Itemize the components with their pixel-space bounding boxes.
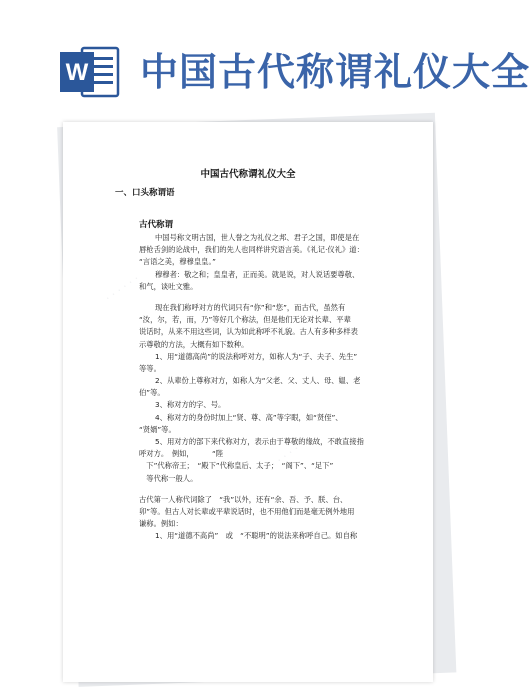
- body-text-line: 呼对方。 例如， “陛: [139, 449, 224, 459]
- body-text-line: 1、用“道德不高尚” 或 “不聪明”的说法来称呼自己。如自称: [155, 531, 358, 541]
- paragraph-gap: [139, 485, 371, 494]
- body-text-line: 说话时，从来不用这些词，认为如此称呼不礼貌。古人有多种多样表: [139, 327, 358, 337]
- banner: [0, 0, 530, 110]
- document-title: 中国古代称谓礼仪大全: [200, 169, 296, 180]
- body-text-line: 等等。: [139, 363, 161, 373]
- word-document-icon: [58, 42, 122, 102]
- body-text-line: 4、称对方的身份时加上“贤、尊、高”等字眼，如“贤侄”、: [155, 412, 343, 422]
- body-text-line: 等代称一般人。: [139, 473, 198, 483]
- body-text-line: 示尊敬的方法，大概有如下数种。: [139, 339, 249, 349]
- watermark-decoration: · · · · · ·: [262, 442, 302, 475]
- body-text-line: 3、称对方的字、号。: [155, 400, 226, 410]
- watermark-decoration: · · · · · ·: [102, 272, 142, 305]
- document-body: [139, 232, 371, 543]
- section-heading: 一、口头称谓语: [115, 188, 175, 198]
- body-text-line: 穆穆者：敬之和；皇皇者，正而美。就是说，对人说话要尊敬、: [155, 269, 360, 279]
- body-text-line: 卯”等。但古人对长辈或平辈说话时，也不用他们而是毫无例外地用: [139, 506, 355, 516]
- banner-title: 中国古代称谓礼仪大全: [140, 50, 530, 94]
- body-text-line: 中国号称文明古国，世人誉之为礼仪之邦、君子之国，即使是在: [155, 233, 360, 242]
- body-text-line: 1、用“道德高尚”的说法称呼对方，如称人为“子、夫子、先生”: [155, 351, 358, 361]
- body-text-line: 2、从辈份上尊称对方，如称人为“父老、父、丈人、母、媪、老: [155, 376, 361, 386]
- body-text-line: 谦称。例如：: [139, 519, 183, 529]
- body-text-line: 现在我们称呼对方的代词只有“你”和“您”，而古代，虽然有: [155, 302, 346, 312]
- body-text-line: 古代第一人称代词除了 “我”以外，还有“余、吾、予、朕、台、: [139, 494, 348, 504]
- body-text-line: 和气，谈吐文雅。: [139, 281, 198, 291]
- body-text-line: 下”代称帝王； “殿下”代称皇后、太子； “阁下”、“足下”: [139, 461, 334, 471]
- body-text-line: “言语之美，穆穆皇皇。”: [139, 257, 216, 267]
- body-text-line: 唇枪舌剑的论战中，我们的先人也同样讲究语言美。《礼记·仪礼》道：: [139, 245, 364, 255]
- body-text-line: 伯”等。: [139, 388, 165, 398]
- paragraph-gap: [139, 293, 371, 302]
- body-text-line: 5、用对方的部下来代称对方，表示由于尊敬的缘故，不敢直接指: [155, 437, 364, 446]
- svg-text:W: W: [65, 59, 89, 86]
- subsection-heading: 古代称谓: [139, 220, 174, 230]
- document-page: [63, 122, 433, 682]
- body-text-line: “汝，尔，若，而，乃”等好几个称法，但是他们无论对长辈、平辈: [139, 315, 351, 325]
- body-text-line: “贤婿”等。: [139, 424, 176, 434]
